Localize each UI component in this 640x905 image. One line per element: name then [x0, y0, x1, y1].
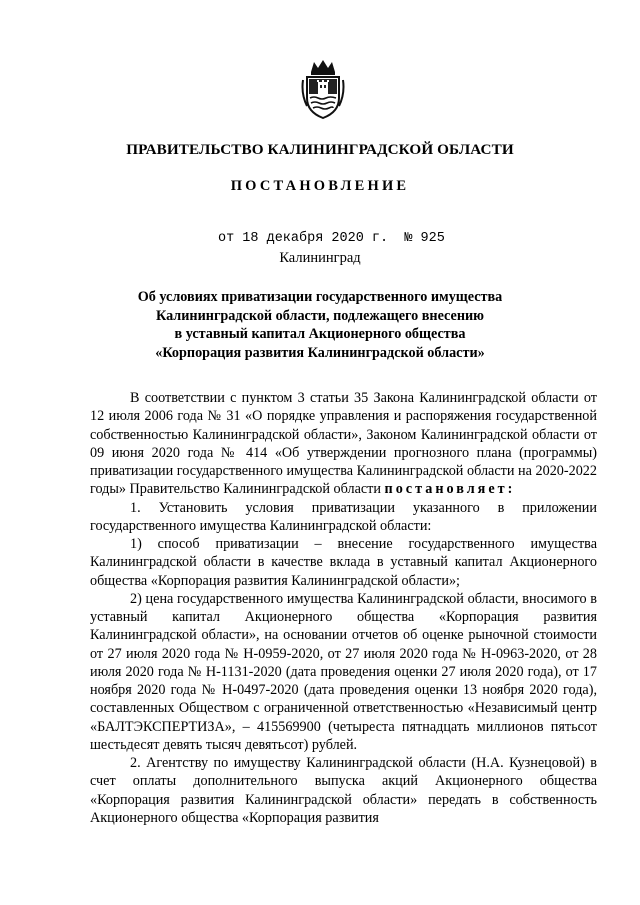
document-type: ПОСТАНОВЛЕНИЕ: [230, 178, 410, 194]
subject-line: Об условиях приватизации государственного имущества: [137, 289, 503, 305]
body-paragraph: 1. Установить условия приватизации указанного в приложении государственного имущества Калининградской области:: [90, 499, 597, 534]
document-city: Калининград: [279, 250, 361, 266]
preamble-text: В соответствии с пунктом 3 статьи 35 Закона Калининградской области от 12 июля 2006 года № 31 «О порядке управления и распоряжения государственной собственностью Калининградской области», Законом Калининградской области от 09 июня 2020 года № 414 «Об утверждении прогнозного плана (программы) приватизации государственного имущества Калининградской области на 2020-2022 годы» Правительство Калининградской области: [90, 390, 597, 498]
government-title: ПРАВИТЕЛЬСТВО КАЛИНИНГРАДСКОЙ ОБЛАСТИ: [126, 141, 514, 158]
subject-line: Калининградской области, подлежащего внесению: [155, 307, 485, 324]
subject-line: «Корпорация развития Калининградской области»: [155, 344, 485, 361]
body-paragraph: 1) способ приватизации – внесение государственного имущества Калининградской области в качестве вклада в уставный капитал Акционерного общества «Корпорация развития Калининградской области»;: [90, 536, 597, 589]
document-body: [90, 389, 597, 827]
body-paragraph: 2) цена государственного имущества Калининградской области, вносимого в уставный капитал Акционерного общества «Корпорация развития Калининградской области», на основании отчетов об оценке рыночной стоимости от 27 июля 2020 года № Н-0959-2020, от 27 июля 2020 года № Н-0963-2020, от 28 июля 2020 года № Н-1131-2020 (дата проведения оценки 27 июля 2020 года), от 17 ноября 2020 года № Н-0497-2020 (дата проведения оценки 13 ноября 2020 года), составленных Обществом с ограниченной ответственностью «Независимый центр «БАЛТЭКСПЕРТИЗА», – 415569900 (четыреста пятнадцать миллионов пятьсот шестьдесят девять тысяч девятьсот) рублей.: [90, 590, 597, 753]
document-subject: [100, 288, 540, 362]
body-paragraph: [90, 389, 597, 499]
body-paragraph: 2. Агентству по имуществу Калининградской области (Н.А. Кузнецовой) в счет оплаты дополнительного выпуска акций Акционерного общества «Корпорация развития Калининградской области» передать в собственность Акционерного общества «Корпорация развития: [90, 755, 597, 826]
decree-keyword: постановляет:: [384, 481, 516, 498]
coat-of-arms-icon: [301, 58, 345, 120]
subject-line: в уставный капитал Акционерного общества: [174, 326, 466, 342]
document-date-number: от 18 декабря 2020 г. № 925: [218, 231, 445, 246]
